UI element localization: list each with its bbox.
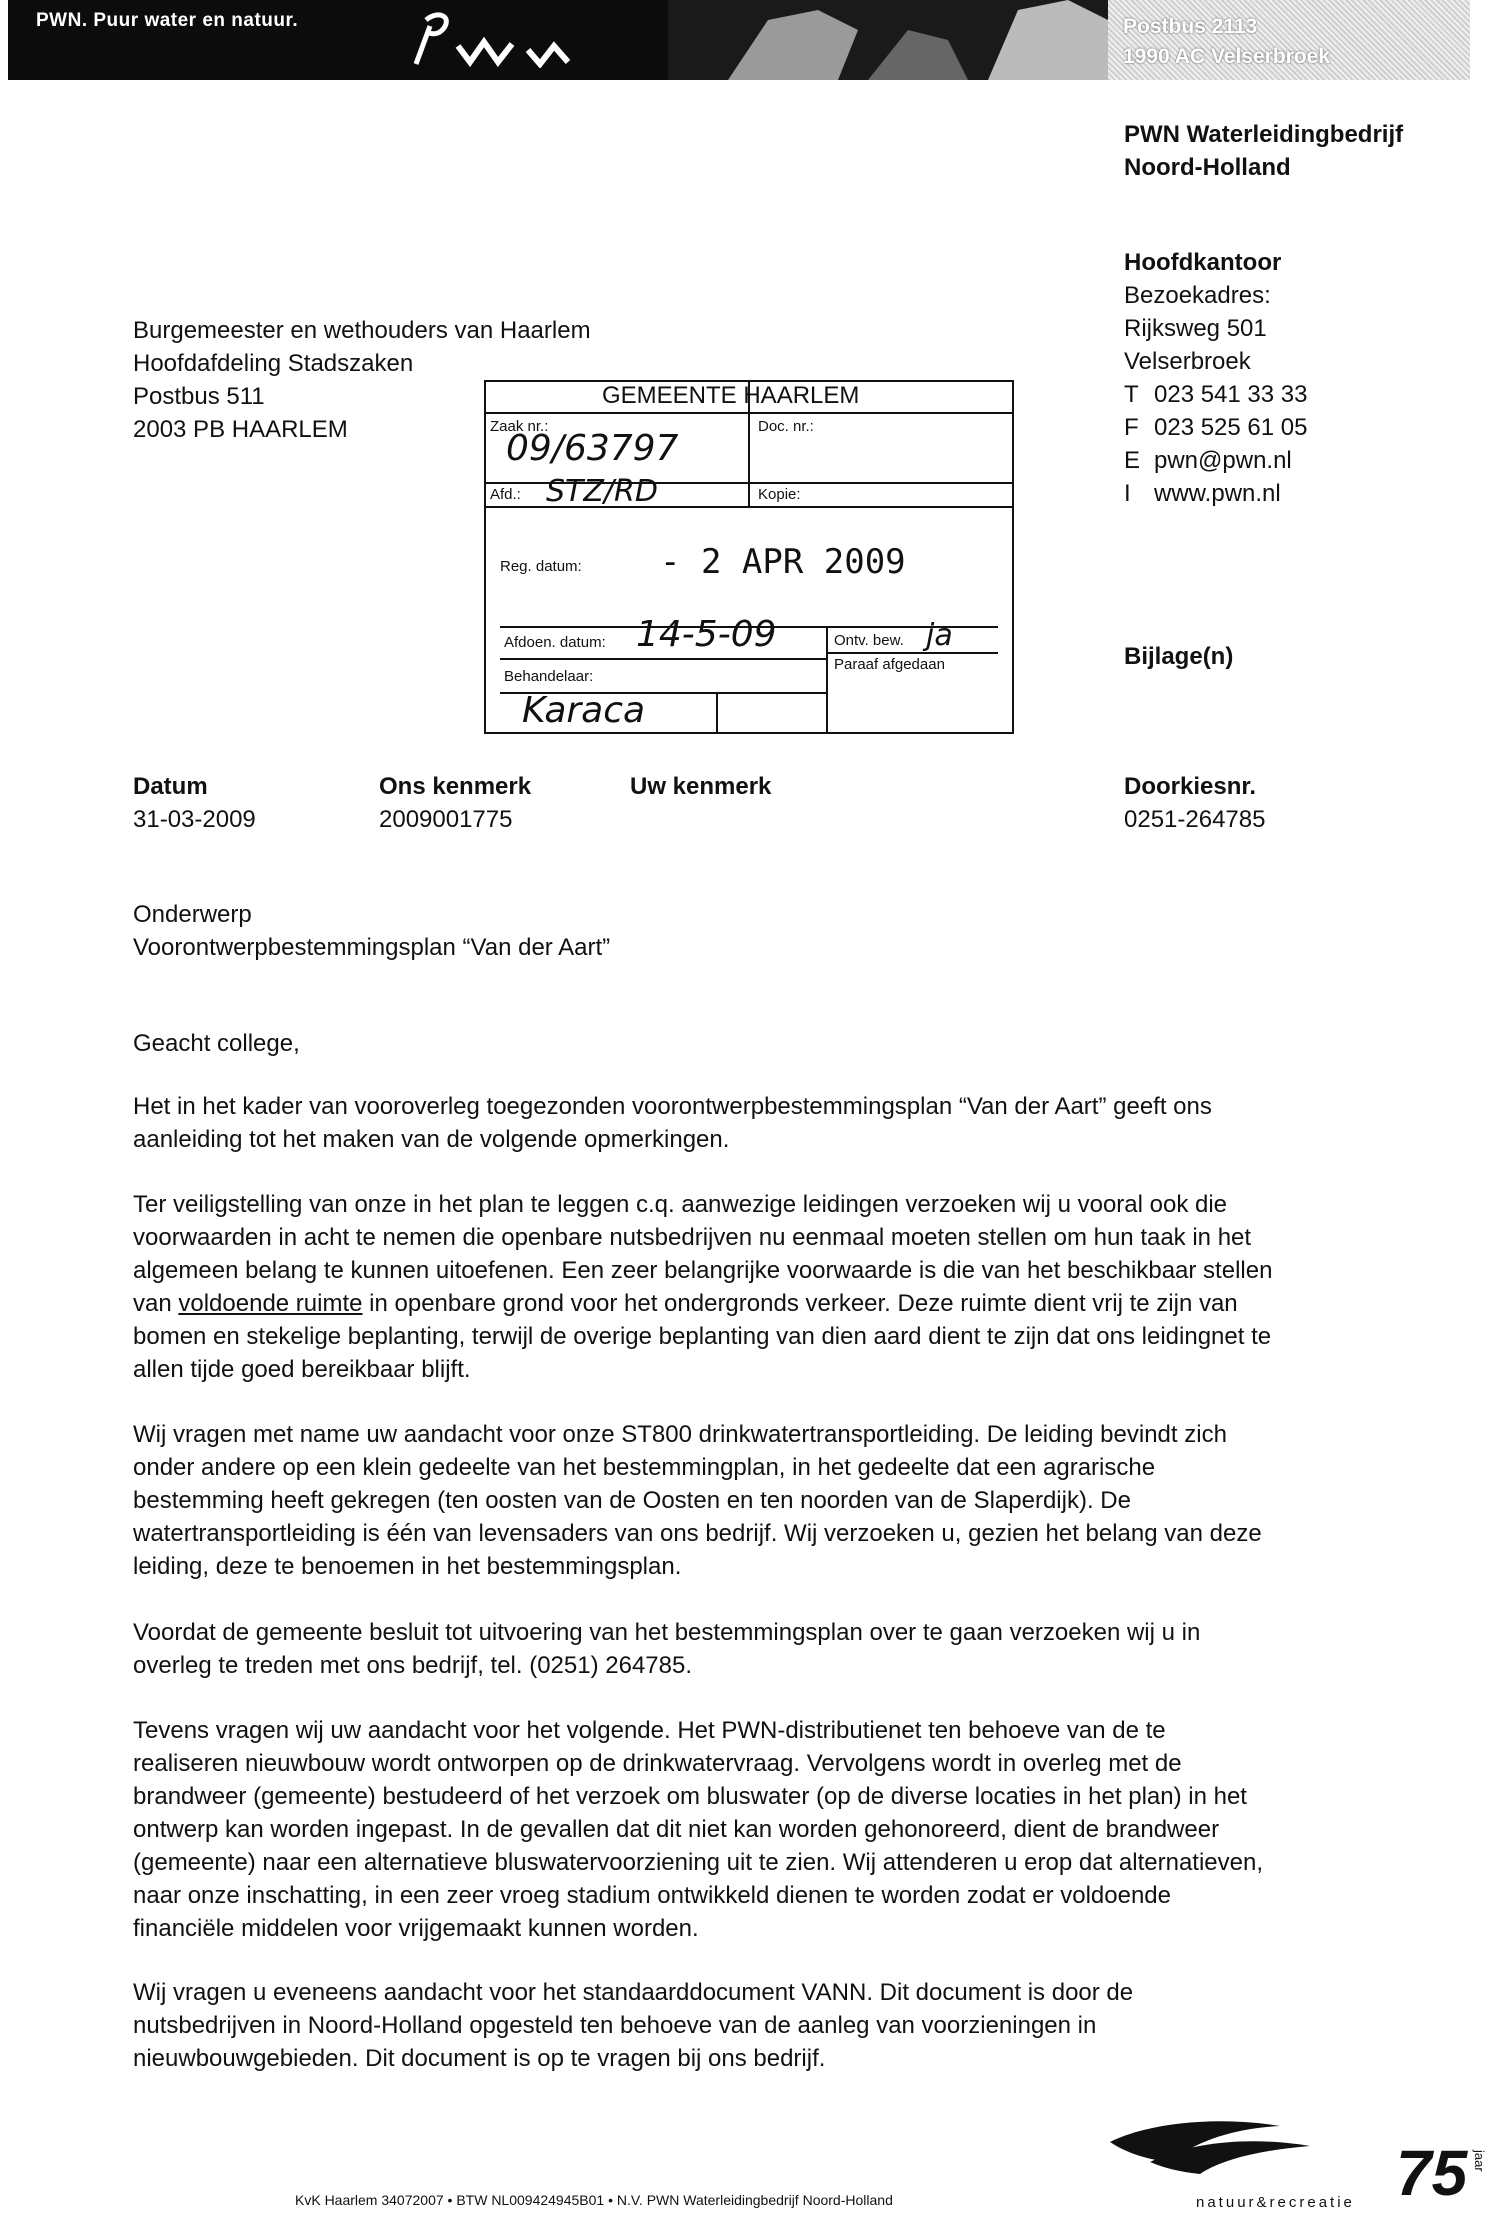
anniversary-number: 75 <box>1396 2137 1468 2209</box>
salutation: Geacht college, <box>133 1030 300 1057</box>
attachments-label: Bijlage(n) <box>1124 643 1234 670</box>
office-block <box>1124 246 1307 510</box>
recipient-address: Burgemeester en wethouders van Haarlem Hoofdafdeling Stadszaken Postbus 511 2003 PB HAARLEM <box>133 317 591 443</box>
kopie-label: Kopie: <box>758 486 801 503</box>
reg-date-label: Reg. datum: <box>500 558 582 575</box>
ref-your: Uw kenmerk <box>630 773 772 800</box>
contact-email: E pwn@pwn.nl <box>1124 447 1292 474</box>
doc-label: Doc. nr.: <box>758 418 814 435</box>
ontv-handwriting: ja <box>926 618 953 653</box>
received-stamp <box>484 380 1014 734</box>
afdoen-label: Afdoen. datum: <box>504 634 606 651</box>
banner-address-line1: Postbus 2113 <box>1123 15 1258 38</box>
ref-extension: Doorkiesnr. 0251-264785 <box>1124 773 1266 833</box>
paraaf-label: Paraaf afgedaan <box>834 656 945 673</box>
stamp-title: GEMEENTE HAARLEM <box>602 382 860 409</box>
behandelaar-handwriting: Karaca <box>522 690 646 731</box>
office-heading: Hoofdkantoor <box>1124 249 1282 276</box>
footer-legal: KvK Haarlem 34072007 • BTW NL009424945B01 • N.V. PWN Waterleidingbedrijf Noord-Holland <box>295 2192 893 2208</box>
banner-photo <box>668 0 1108 80</box>
zaak-label: Zaak nr.: <box>490 418 549 435</box>
letterhead-banner <box>8 0 1470 80</box>
ontv-label: Ontv. bew. <box>834 632 904 649</box>
contact-fax: F 023 525 61 05 <box>1124 414 1308 441</box>
paragraph-2: Ter veiligstelling van onze in het plan te leggen c.q. aanwezige leidingen verzoeken wij u vooral ook die voorwaarden in acht te nemen die openbare nutsbedrijven nu eenmaal moeten stellen om hun taak in het algemeen belang te kunnen uitoefenen. Een zeer belangrijke voorwaarde is die van het beschikbaar stellen van voldoende ruimte in openbare grond voor het ondergronds verkeer. Deze ruimte dient vrij te zijn van bomen en stekelige beplanting, terwijl de overige beplanting van dien aard dient te zijn dat ons leidingnet te allen tijde goed bereikbaar blijft. <box>133 1191 1273 1383</box>
office-city: Velserbroek <box>1124 348 1251 375</box>
paragraph-3: Wij vragen met name uw aandacht voor onze ST800 drinkwatertransportleiding. De leiding bevindt zich onder andere op een klein gedeelte van het bestemmingplan, in het gedeelte dat een agrarische bestemming heeft gekregen (ten oosten van de Oosten en ten noorden van de Slaperdijk). De watertransportleiding is één van levensaders van ons bedrijf. Wij verzoeken u, gezien het belang van deze leiding, deze te benoemen in het bestemmingsplan. <box>133 1421 1262 1580</box>
anniversary-unit: jaar <box>1472 2150 1487 2172</box>
ref-our: Ons kenmerk 2009001775 <box>379 773 532 833</box>
afd-handwriting: STZ/RD <box>546 474 658 509</box>
zaak-handwriting: 09/63797 <box>506 428 679 469</box>
pwn-logo-icon <box>408 6 598 68</box>
natuur-recreatie-logo-icon <box>1110 2112 1340 2192</box>
paragraph-6: Wij vragen u eveneens aandacht voor het standaarddocument VANN. Dit document is door de nutsbedrijven in Noord-Holland opgesteld ten behoeve van de aanleg van voorzieningen in nieuwbouwgebieden. Dit document is op te vragen bij ons bedrijf. <box>133 1979 1134 2072</box>
afdoen-handwriting: 14-5-09 <box>636 614 777 655</box>
banner-slogan: PWN. Puur water en natuur. <box>36 10 299 31</box>
contact-web: I www.pwn.nl <box>1124 480 1281 507</box>
underlined-phrase: voldoende ruimte <box>178 1290 363 1317</box>
natuur-recreatie-text: natuur&recreatie <box>1196 2194 1355 2211</box>
subject: Onderwerp Voorontwerpbestemmingsplan “Van der Aart” <box>133 901 611 961</box>
office-street: Rijksweg 501 <box>1124 315 1267 342</box>
behandelaar-label: Behandelaar: <box>504 668 594 685</box>
visit-label: Bezoekadres: <box>1124 282 1271 309</box>
contact-phone: T 023 541 33 33 <box>1124 381 1308 408</box>
ref-date: Datum 31-03-2009 <box>133 773 256 833</box>
paragraph-1: Het in het kader van vooroverleg toegezonden voorontwerpbestemmingsplan “Van der Aart” geeft ons aanleiding tot het maken van de volgende opmerkingen. <box>133 1093 1212 1153</box>
paragraph-5: Tevens vragen wij uw aandacht voor het volgende. Het PWN-distributienet ten behoeve van de te realiseren nieuwbouw wordt ontworpen op de drinkwatervraag. Vervolgens wordt in overleg met de brandweer (gemeente) bestudeerd of het verzoek om bluswater (op de diverse locaties in het plan) in het ontwerp kan worden ingepast. In de gevallen dat dit niet kan worden gehonoreerd, dient de brandweer (gemeente) naar een alternatieve bluswatervoorziening uit te zien. Wij attenderen u erop dat alternatieven, naar onze inschatting, in een zeer vroeg stadium ontwikkeld dienen te worden zodat er voldoende financiële middelen voor vrijgemaakt kunnen worden. <box>133 1717 1264 1942</box>
paragraph-4: Voordat de gemeente besluit tot uitvoering van het bestemmingsplan over te gaan verzoeken wij u in overleg te treden met ons bedrijf, tel. (0251) 264785. <box>133 1619 1201 1679</box>
afd-label: Afd.: <box>490 486 521 503</box>
reg-date-stamp: - 2 APR 2009 <box>660 542 906 582</box>
company-name: PWN Waterleidingbedrijf Noord-Holland <box>1124 121 1404 181</box>
banner-address-line2: 1990 AC Velserbroek <box>1123 45 1331 68</box>
